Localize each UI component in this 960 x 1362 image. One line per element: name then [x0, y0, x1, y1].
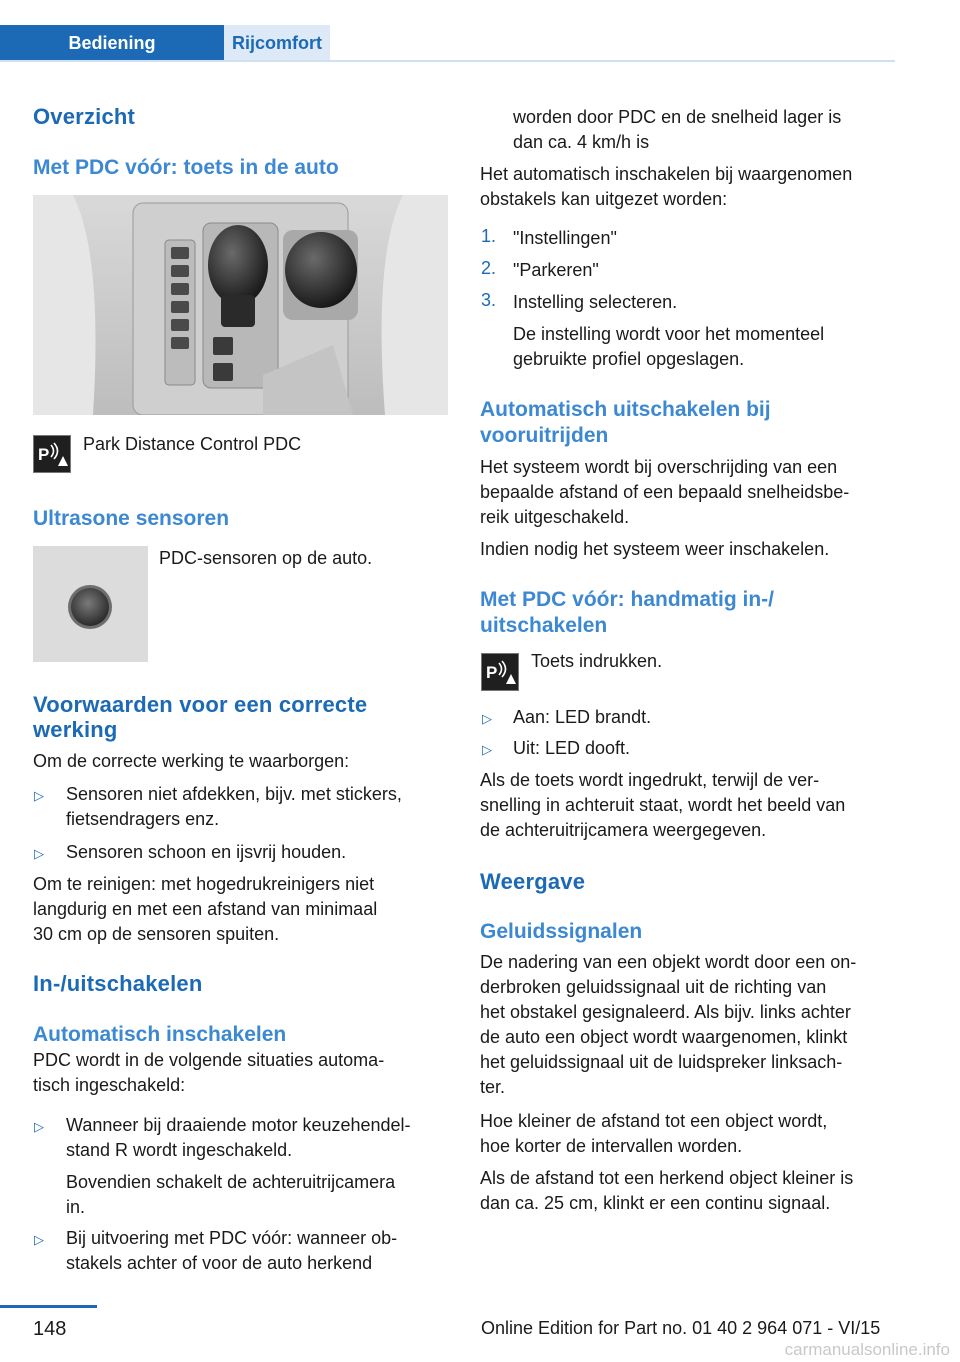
text-line: Om te reinigen: met hogedrukreinigers niet: [33, 874, 375, 894]
list-item: [66, 1226, 397, 1276]
list-item-line: stand R wordt ingeschakeld.: [66, 1140, 293, 1160]
text-line: bepaalde afstand of een bepaald snelheidsbe-: [480, 482, 850, 502]
text-line: Bovendien schakelt de achteruitrijcamera: [66, 1172, 396, 1192]
heading-ultrasone-sensoren: Ultrasone sensoren: [33, 507, 230, 530]
text-line: Als de afstand tot een herkend object kleiner is: [480, 1168, 854, 1188]
header-divider: [0, 60, 895, 62]
pdc-icon-caption: Park Distance Control PDC: [83, 434, 302, 454]
triangle-right-icon: ▷: [482, 742, 492, 757]
list-item: Aan: LED brandt.: [513, 707, 652, 727]
text-line: derbroken geluidssignaal uit de richting van: [480, 977, 827, 997]
uitzetten-text: [480, 162, 852, 212]
geluid-text-2: [480, 1109, 827, 1159]
geluid-text-1: [480, 950, 856, 1100]
text-line: het obstakel gesignaleerd. Als bijv. links achter: [480, 1002, 851, 1022]
text-line: de auto een object wordt waargenomen, klinkt: [480, 1027, 848, 1047]
heading-pdc-front-button: Met PDC vóór: toets in de auto: [33, 156, 339, 179]
step-sub: [513, 322, 824, 372]
pdc-sensor-icon: [33, 435, 71, 473]
list-item-sub: [66, 1170, 395, 1220]
auto-uit-text2: Indien nodig het systeem weer inschakelen.: [480, 539, 830, 559]
text-line: obstakels kan uitgezet worden:: [480, 189, 728, 209]
list-item-line: Wanneer bij draaiende motor keuzehendel-: [66, 1115, 411, 1135]
heading-line: Met PDC vóór: handmatig in-/: [480, 588, 774, 611]
heading-geluidssignalen: Geluidssignalen: [480, 920, 643, 943]
triangle-right-icon: ▷: [34, 1119, 44, 1134]
geluid-text-3: [480, 1166, 853, 1216]
text-line: snelling in achteruit staat, wordt het beeld van: [480, 795, 846, 815]
heading-handmatig: [480, 587, 774, 639]
text-line: Hoe kleiner de afstand tot een object wordt,: [480, 1111, 828, 1131]
heading-voorwaarden-line1: Voorwaarden voor een correcte: [33, 692, 368, 717]
footer-rule: [0, 1305, 97, 1308]
text-line: tisch ingeschakeld:: [33, 1075, 186, 1095]
svg-text:P: P: [38, 445, 50, 464]
text-line: hoe korter de intervallen worden.: [480, 1136, 743, 1156]
tab-bediening[interactable]: Bediening: [0, 25, 224, 61]
continued-item: [513, 105, 841, 155]
heading-automatisch-uitschakelen: [480, 397, 771, 449]
heading-voorwaarden-line2: werking: [33, 717, 118, 742]
list-item: [66, 1113, 411, 1163]
voorwaarden-intro: Om de correcte werking te waarborgen:: [33, 751, 350, 771]
heading-automatisch-inschakelen: Automatisch inschakelen: [33, 1023, 287, 1046]
list-item-line: Sensoren niet afdekken, bijv. met stickers,: [66, 784, 402, 804]
text-line: in.: [66, 1197, 86, 1217]
text-line: de achteruitrijcamera weergegeven.: [480, 820, 767, 840]
list-item-line: Bij uitvoering met PDC vóór: wanneer ob-: [66, 1228, 398, 1248]
step-number: 1.: [481, 226, 497, 246]
triangle-right-icon: ▷: [482, 711, 492, 726]
center-console-image: [33, 195, 448, 415]
heading-voorwaarden: [33, 692, 367, 742]
list-item-line: stakels achter of voor de auto herkend: [66, 1253, 373, 1273]
heading-in-uitschakelen: In-/uitschakelen: [33, 971, 203, 996]
heading-line: Automatisch uitschakelen bij: [480, 398, 771, 421]
step-text: "Parkeren": [513, 260, 599, 280]
sensor-caption: PDC-sensoren op de auto.: [159, 548, 373, 568]
text-line: reik uitgeschakeld.: [480, 507, 630, 527]
text-line: De nadering van een objekt wordt door een on-: [480, 952, 857, 972]
page-number: 148: [33, 1318, 67, 1340]
list-item: Sensoren schoon en ijsvrij houden.: [66, 842, 347, 862]
pdc-sensor-icon: [481, 653, 519, 691]
text-line: De instelling wordt voor het momenteel: [513, 324, 825, 344]
toets-text: Toets indrukken.: [531, 651, 663, 671]
text-line: Het systeem wordt bij overschrijding van een: [480, 457, 838, 477]
text-line: dan ca. 25 cm, klinkt er een continu signaal.: [480, 1193, 831, 1213]
triangle-right-icon: ▷: [34, 846, 44, 861]
text-line: Het automatisch inschakelen bij waargenomen: [480, 164, 853, 184]
reinigen-text: [33, 872, 377, 947]
heading-line: uitschakelen: [480, 614, 608, 637]
achteruit-text: [480, 768, 845, 843]
text-line: Als de toets wordt ingedrukt, terwijl de ver-: [480, 770, 820, 790]
text-line: het geluidssignaal uit de luidspreker linksach-: [480, 1052, 843, 1072]
auto-uit-text: [480, 455, 849, 530]
text-line: PDC wordt in de volgende situaties automa-: [33, 1050, 385, 1070]
triangle-right-icon: ▷: [34, 1232, 44, 1247]
pdc-sensor-image: [33, 546, 148, 662]
step-text: Instelling selecteren.: [513, 292, 678, 312]
step-number: 3.: [481, 290, 497, 310]
triangle-right-icon: ▷: [34, 788, 44, 803]
text-line: worden door PDC en de snelheid lager is: [513, 107, 842, 127]
text-line: ter.: [480, 1077, 506, 1097]
auto-in-intro: [33, 1048, 384, 1098]
heading-overzicht: Overzicht: [33, 104, 136, 129]
watermark: carmanualsonline.info: [784, 1340, 950, 1359]
edition-note: Online Edition for Part no. 01 40 2 964 071 - VI/15: [481, 1318, 881, 1338]
text-line: dan ca. 4 km/h is: [513, 132, 650, 152]
header-tabs: [0, 25, 330, 61]
text-line: 30 cm op de sensoren spuiten.: [33, 924, 280, 944]
list-item: [66, 782, 402, 832]
heading-line: vooruitrijden: [480, 424, 609, 447]
list-item-line: fietsendragers enz.: [66, 809, 220, 829]
svg-text:P: P: [486, 663, 498, 682]
list-item: Uit: LED dooft.: [513, 738, 631, 758]
step-text: "Instellingen": [513, 228, 617, 248]
heading-weergave: Weergave: [480, 869, 586, 894]
text-line: langdurig en met een afstand van minimaal: [33, 899, 378, 919]
step-number: 2.: [481, 258, 497, 278]
text-line: gebruikte profiel opgeslagen.: [513, 349, 745, 369]
tab-rijcomfort[interactable]: Rijcomfort: [224, 25, 330, 61]
